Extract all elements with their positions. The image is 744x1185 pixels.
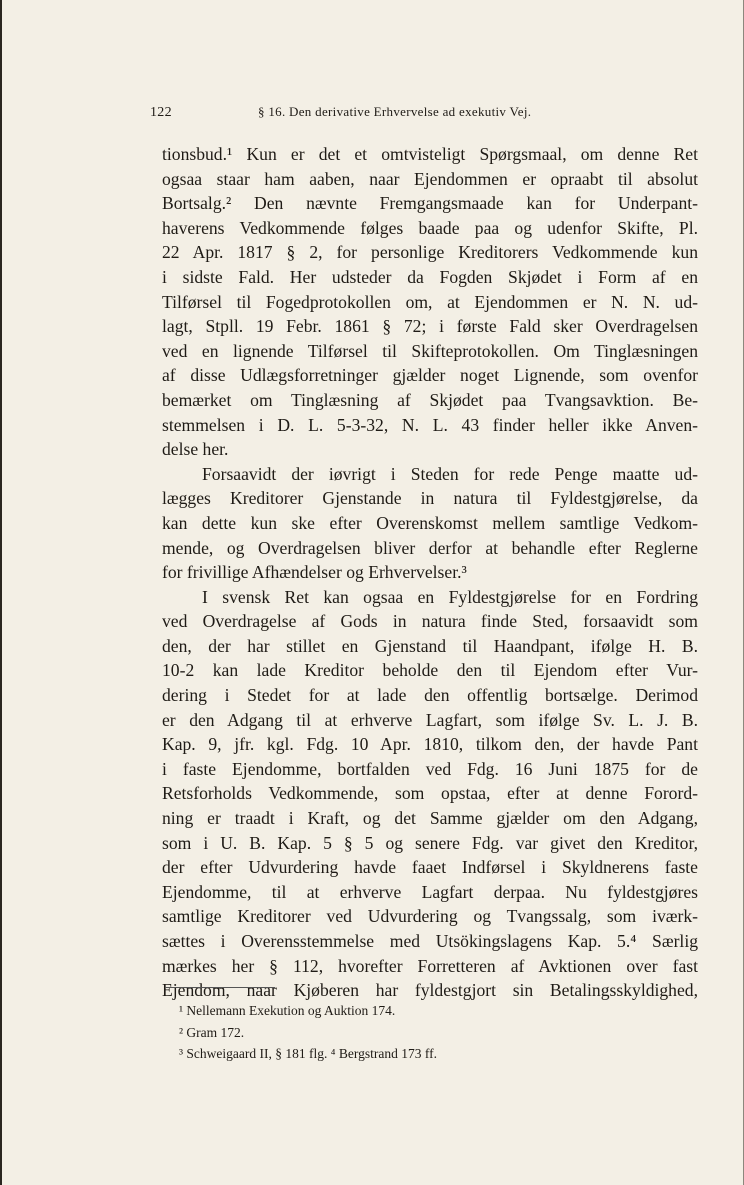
text-line: lagt, Stpll. 19 Febr. 1861 § 72; i første Fald sker Overdragelsen [162, 316, 698, 337]
page-number: 122 [150, 105, 172, 120]
text-line: Tilførsel til Fogedprotokollen om, at Ejendommen er N. N. ud- [162, 291, 698, 312]
text-line: stemmelsen i D. L. 5-3-32, N. L. 43 finder heller ikke Anven- [162, 414, 698, 435]
text-line: ning er traadt i Kraft, og det Samme gjælder om den Adgang, [162, 808, 698, 829]
text-line: i sidste Fald. Her udsteder da Fogden Skjødet i Form af en [162, 266, 698, 287]
text-line: Bortsalg.² Den nævnte Fremgangsmaade kan for Underpant- [162, 193, 698, 214]
body-text [162, 142, 698, 1003]
running-head [150, 104, 600, 121]
text-line: 10-2 kan lade Kreditor beholde den til Ejendom efter Vur- [162, 660, 698, 681]
footnote: ² Gram 172. [179, 1024, 245, 1040]
text-line: ogsaa staar ham aaben, naar Ejendommen er opraabt til absolut [162, 168, 698, 189]
text-line: Kap. 9, jfr. kgl. Fdg. 10 Apr. 1810, tilkom den, der havde Pant [162, 734, 698, 755]
text-line: som i U. B. Kap. 5 § 5 og senere Fdg. var givet den Kreditor, [162, 832, 698, 853]
text-line: Ejendomme, til at erhverve Lagfart derpaa. Nu fyldestgjøres [162, 881, 698, 902]
text-line: mende, og Overdragelsen bliver derfor at behandle efter Reglerne [162, 537, 698, 558]
text-line: ved Overdragelse af Gods in natura finde Sted, forsaavidt som [162, 611, 698, 632]
text-line: samtlige Kreditorer ved Udvurdering og Tvangssalg, som iværk- [162, 906, 698, 927]
text-line: delse her. [162, 439, 229, 460]
text-line: Forsaavidt der iøvrigt i Steden for rede Penge maatte ud- [202, 463, 698, 484]
text-line: dering i Stedet for at lade den offentlig bortsælge. Derimod [162, 685, 698, 706]
text-line: sættes i Overensstemmelse med Utsökingslagens Kap. 5.⁴ Særlig [162, 931, 698, 951]
section-title: § 16. Den derivative Erhvervelse ad exekutiv Vej. [258, 104, 532, 119]
text-line: for frivillige Afhændelser og Erhvervelser.³ [162, 562, 467, 583]
text-line: haverens Vedkommende følges baade paa og udenfor Skifte, Pl. [162, 217, 698, 238]
text-line: i faste Ejendomme, bortfalden ved Fdg. 16 Juni 1875 for de [162, 758, 698, 779]
text-line: I svensk Ret kan ogsaa en Fyldestgjørelse for en Fordring [202, 586, 698, 607]
text-line: mærkes her § 112, hvorefter Forretteren af Avktionen over fast [162, 955, 698, 976]
text-line: Retsforholds Vedkommende, som opstaa, efter at denne Forord- [162, 783, 698, 804]
footnotes [179, 1000, 659, 1065]
text-line: tionsbud.¹ Kun er det et omtvisteligt Spørgsmaal, om denne Ret [162, 144, 698, 164]
text-line: af disse Udlægsforretninger gjælder noget Lignende, som ovenfor [162, 365, 698, 386]
footnote: ³ Schweigaard II, § 181 flg. ⁴ Bergstrand 173 ff. [179, 1046, 437, 1061]
text-line: kan dette kun ske efter Overenskomst mellem samtlige Vedkom- [162, 512, 698, 533]
text-line: Ejendom, naar Kjøberen har fyldestgjort sin Betalingsskyldighed, [162, 980, 698, 1001]
text-line: lægges Kreditorer Gjenstande in natura til Fyldestgjørelse, da [162, 488, 698, 509]
text-line: bemærket om Tinglæsning af Skjødet paa Tvangsavktion. Be- [162, 389, 698, 410]
text-line: er den Adgang til at erhverve Lagfart, som ifølge Sv. L. J. B. [162, 709, 698, 730]
text-line: ved en lignende Tilførsel til Skifteprotokollen. Om Tinglæsningen [162, 340, 698, 361]
text-line: den, der har stillet en Gjenstand til Haandpant, ifølge H. B. [162, 635, 698, 656]
text-line: 22 Apr. 1817 § 2, for personlige Kreditorers Vedkommende kun [162, 242, 698, 263]
footnote: ¹ Nellemann Exekution og Auktion 174. [179, 1003, 396, 1018]
text-line: der efter Udvurdering havde faaet Indførsel i Skyldnerens faste [162, 857, 698, 878]
footnote-divider [165, 987, 275, 988]
